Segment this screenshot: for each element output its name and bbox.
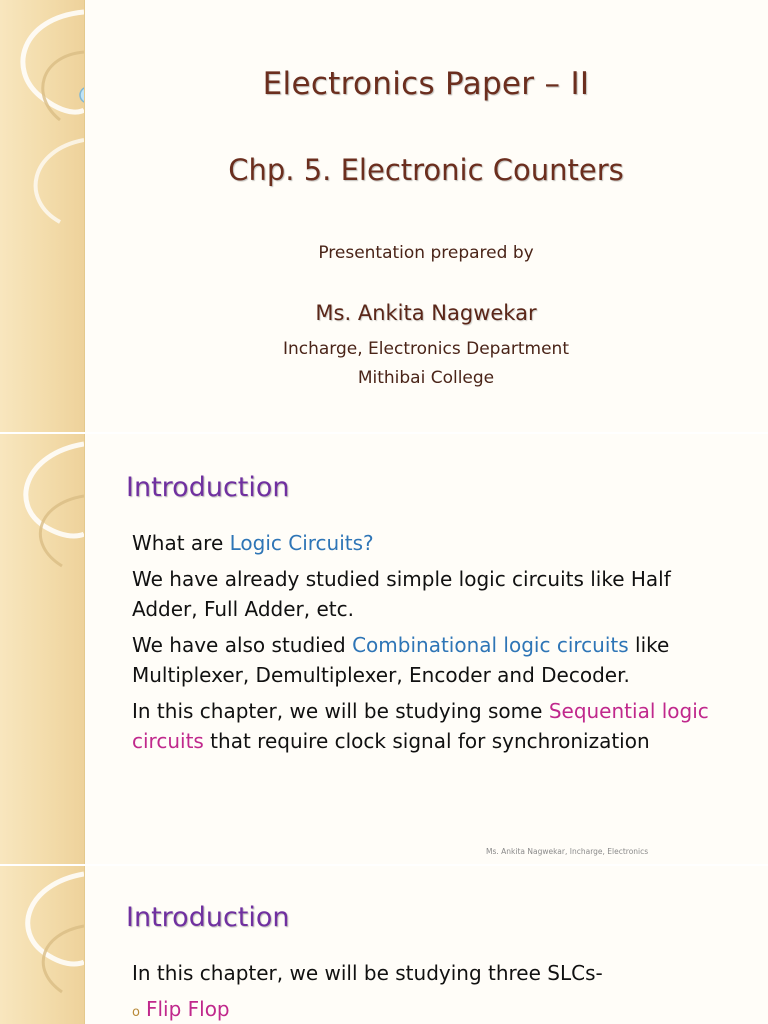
- text-run: like Multiplexer, Demultiplexer, Encoder and Decoder.: [132, 633, 670, 687]
- chapter-title: Chp. 5. Electronic Counters: [228, 153, 624, 187]
- highlighted-term: Combinational logic circuits: [352, 633, 629, 657]
- paragraph: [132, 630, 742, 690]
- decorative-side-strip: [0, 0, 85, 432]
- prepared-by-label: Presentation prepared by: [318, 243, 534, 263]
- swirl-decoration-icon: [0, 866, 84, 1024]
- decorative-side-strip: [0, 866, 85, 1024]
- introduction-slide-2: [0, 866, 768, 1024]
- swirl-decoration-icon: [0, 0, 84, 432]
- paragraph: We have already studied simple logic circuits like Half Adder, Full Adder, etc.: [132, 567, 671, 621]
- bullet-text: Flip Flop: [145, 997, 230, 1021]
- bullet-marker: o: [132, 1005, 140, 1020]
- highlighted-term: Sequential logic circuits: [132, 699, 709, 753]
- decorative-side-strip: [0, 434, 85, 864]
- presentation-title: Electronics Paper – II: [262, 66, 590, 102]
- text-run: What are: [132, 531, 230, 555]
- author-college: Mithibai College: [357, 368, 495, 388]
- author-role: Incharge, Electronics Department: [282, 339, 569, 359]
- section-heading: Introduction: [126, 902, 290, 933]
- author-name: Ms. Ankita Nagwekar: [315, 301, 537, 325]
- introduction-slide: [0, 434, 768, 864]
- text-run: In this chapter, we will be studying some: [132, 699, 549, 723]
- section-heading: Introduction: [126, 472, 290, 503]
- title-slide: [0, 0, 768, 432]
- swirl-decoration-icon: [0, 434, 84, 864]
- slide-body: [132, 958, 742, 1024]
- paragraph: [132, 696, 742, 756]
- slide-body: [132, 528, 742, 762]
- text-run: We have also studied: [132, 633, 353, 657]
- text-run: that require clock signal for synchronization: [203, 729, 650, 753]
- paragraph: In this chapter, we will be studying three SLCs-: [132, 961, 603, 985]
- highlighted-term: Logic Circuits?: [229, 531, 374, 555]
- slide-footer: Ms. Ankita Nagwekar, Incharge, Electronics: [486, 847, 649, 856]
- bullet-item: [132, 994, 742, 1024]
- paragraph: [132, 528, 742, 558]
